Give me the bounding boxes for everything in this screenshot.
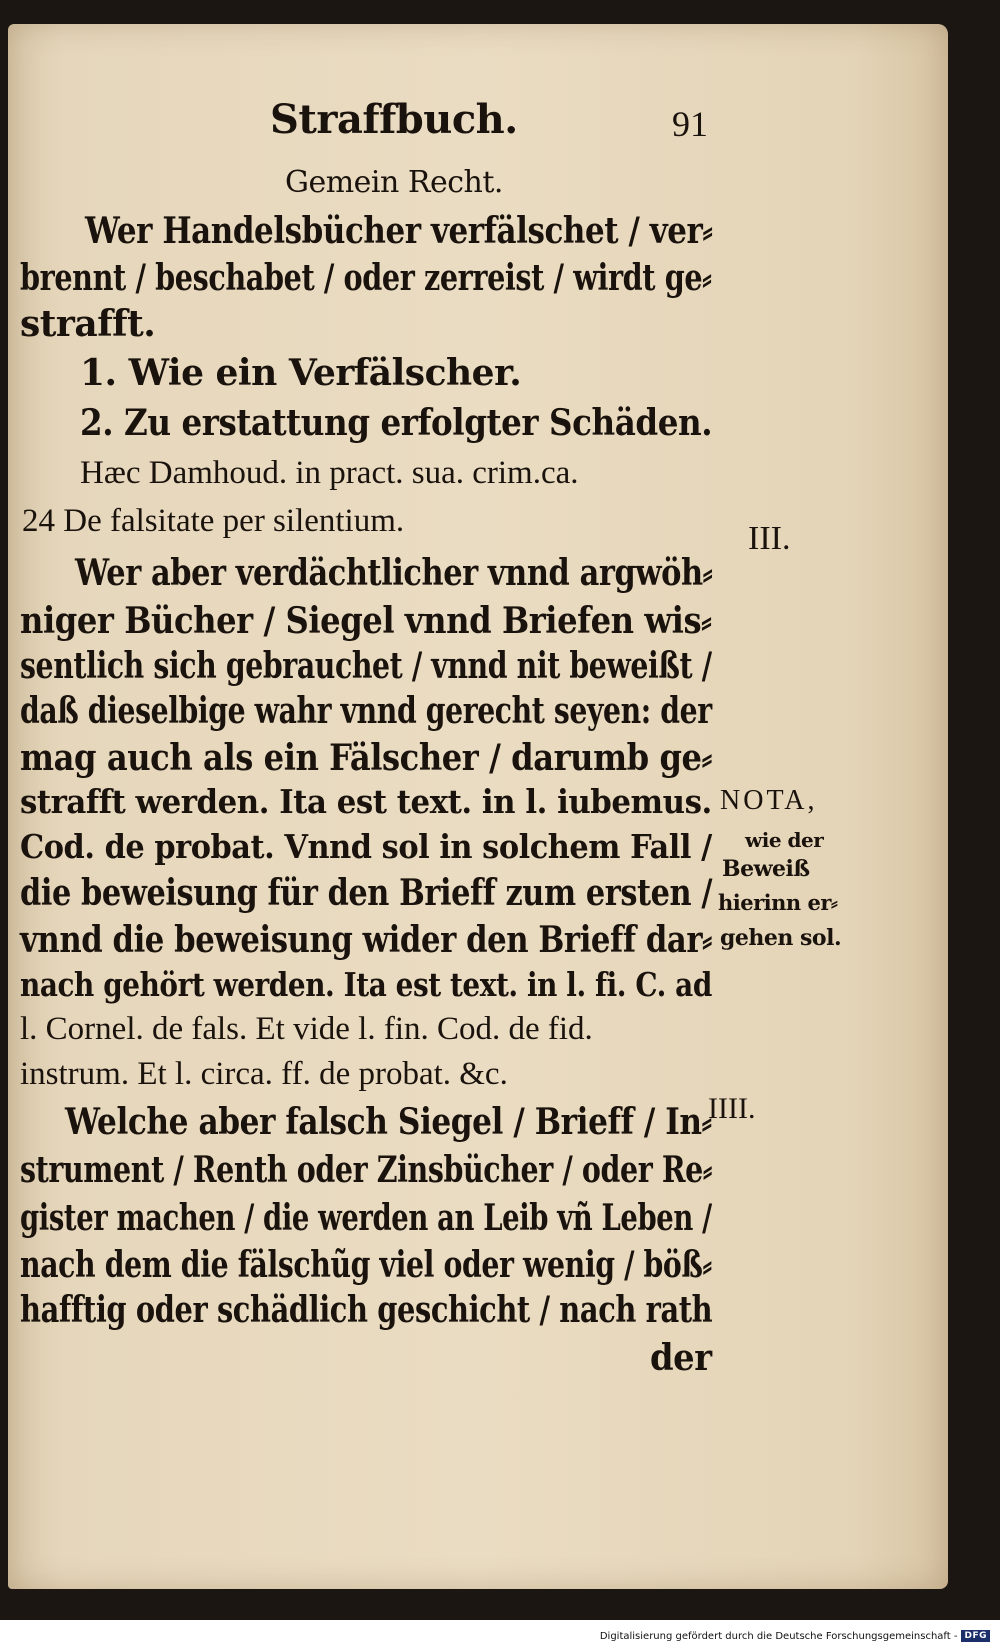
text-line: strafft werden. Ita est text. in l. iubemus. <box>20 782 712 821</box>
margin-note-line-2: Beweiß <box>722 856 810 882</box>
text-line: daß dieselbige wahr vnnd gerecht seyen: der <box>20 690 712 732</box>
text-line: vnnd die beweisung wider den Brieff dar⸗ <box>20 919 712 961</box>
margin-note-line-4: gehen sol. <box>720 925 842 951</box>
text-line: Wer Handelsbücher verfälschet / ver⸗ <box>85 210 713 252</box>
margin-note-line-1: wie der <box>745 828 824 852</box>
margin-number-4: IIII. <box>708 1092 756 1125</box>
text-line: brennt / beschabet / oder zerreist / wirdt ge⸗ <box>20 257 712 299</box>
page-running-title: Straffbuch. <box>270 96 518 143</box>
credit-text: Digitalisierung gefördert durch die Deutsche Forschungsgemeinschaft - <box>599 1630 958 1642</box>
margin-note-nota: NOTA, <box>720 785 818 816</box>
text-line: strafft. <box>20 303 156 345</box>
text-line: nach gehört werden. Ita est text. in l. fi. C. ad <box>20 965 712 1004</box>
text-line: strument / Renth oder Zinsbücher / oder Re⸗ <box>20 1149 712 1191</box>
text-line: Cod. de probat. Vnnd sol in solchem Fall / <box>20 827 712 866</box>
margin-note-line-3: hierinn er⸗ <box>718 890 838 915</box>
page-number: 91 <box>672 104 708 144</box>
text-line: die beweisung für den Brieff zum ersten / <box>20 872 713 914</box>
section-subheading: Gemein Recht. <box>285 165 503 200</box>
text-line: gister machen / die werden an Leib vñ Leben / <box>20 1197 712 1239</box>
text-line: 1. Wie ein Verfälscher. <box>80 352 522 394</box>
digitization-credit <box>600 1630 990 1642</box>
dfg-logo: DFG <box>961 1630 990 1642</box>
text-line: instrum. Et l. circa. ff. de probat. &c. <box>20 1056 508 1092</box>
text-line: niger Bücher / Siegel vnnd Briefen wis⸗ <box>20 600 712 642</box>
text-line: hafftig oder schädlich geschicht / nach rath <box>20 1289 713 1331</box>
text-line: nach dem die fälschũg viel oder wenig / böß⸗ <box>20 1244 712 1286</box>
text-line: mag auch als ein Fälscher / darumb ge⸗ <box>20 737 712 779</box>
text-line: Wer aber verdächtlicher vnnd argwöh⸗ <box>75 552 713 594</box>
margin-number-3: III. <box>748 520 791 557</box>
text-line: l. Cornel. de fals. Et vide l. fin. Cod. de fid. <box>20 1011 593 1047</box>
text-line: der <box>650 1337 712 1379</box>
text-line: 2. Zu erstattung erfolgter Schäden. <box>80 402 713 444</box>
text-line: 24 De falsitate per silentium. <box>22 503 405 539</box>
text-line: Hæc Damhoud. in pract. sua. crim.ca. <box>80 455 579 491</box>
text-line: sentlich sich gebrauchet / vnnd nit beweißt / <box>20 645 712 687</box>
text-line: Welche aber falsch Siegel / Brieff / In⸗ <box>65 1101 712 1143</box>
